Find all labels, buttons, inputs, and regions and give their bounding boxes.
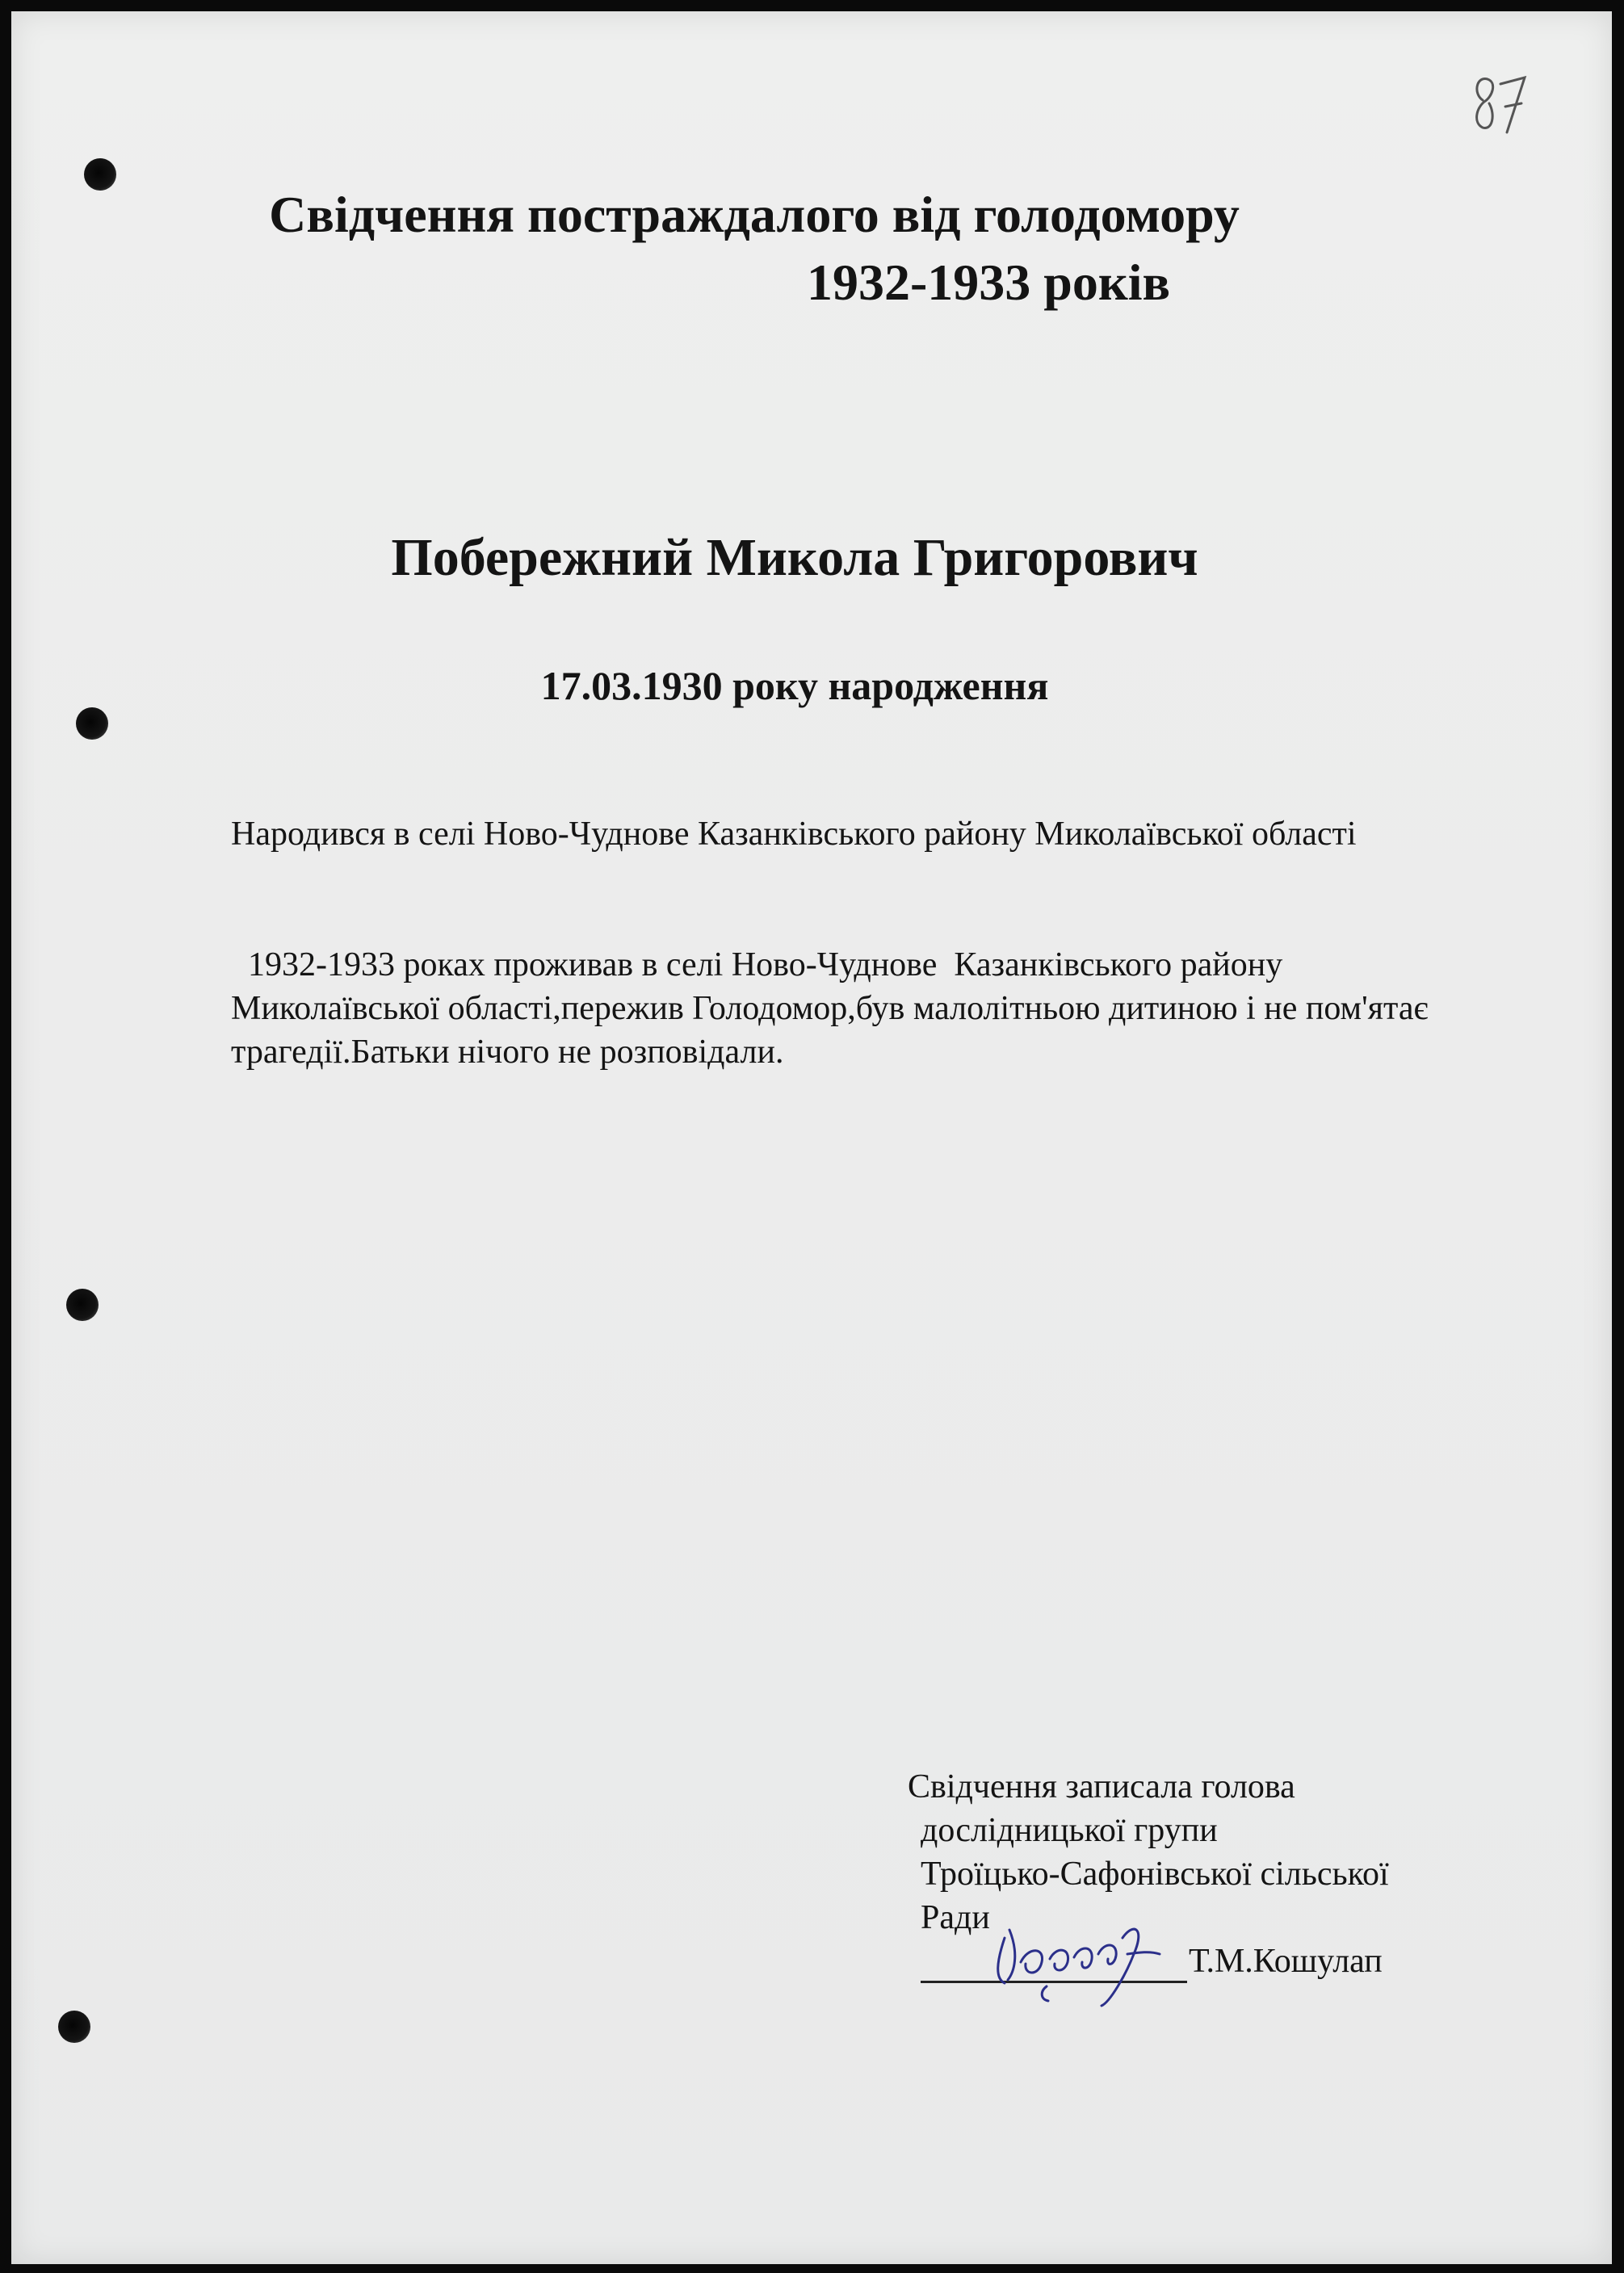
punch-hole: [66, 1289, 99, 1321]
document-title: [108, 181, 1400, 317]
title-line-2: 1932-1933 років: [806, 254, 1171, 311]
recorder-line-1: Свідчення записала голова: [908, 1768, 1295, 1805]
person-name: Побережний Микола Григорович: [391, 528, 1198, 587]
handwritten-page-number: [1465, 61, 1538, 150]
recorder-line-2: дослідницької групи: [921, 1812, 1218, 1849]
title-line-1: Свідчення постраждалого від голодомору: [269, 186, 1240, 243]
recorder-line-3: Троїцько-Сафонівської сільської: [921, 1856, 1389, 1893]
document-page: [11, 11, 1612, 2264]
testimony-paragraph: 1932-1933 роках проживав в селі Ново-Чуднове Казанківського району Миколаївської області,пережив Голодомор,був малолітньою дитиною і не пом'ятає трагедії.Батьки нічого не розповідали.: [231, 946, 1437, 1071]
signature-row: [908, 1940, 1489, 1991]
recorder-line-4: Ради: [921, 1899, 990, 1936]
handwritten-signature: [972, 1906, 1182, 2011]
birthplace-paragraph: Народився в селі Ново-Чуднове Казанківського району Миколаївської області: [231, 816, 1357, 853]
signature-block: [908, 1765, 1489, 1991]
signer-name: Т.М.Кошулап: [1189, 1943, 1383, 1980]
punch-hole: [76, 707, 108, 740]
punch-hole: [58, 2011, 90, 2043]
birth-date: 17.03.1930 року народження: [540, 663, 1049, 708]
